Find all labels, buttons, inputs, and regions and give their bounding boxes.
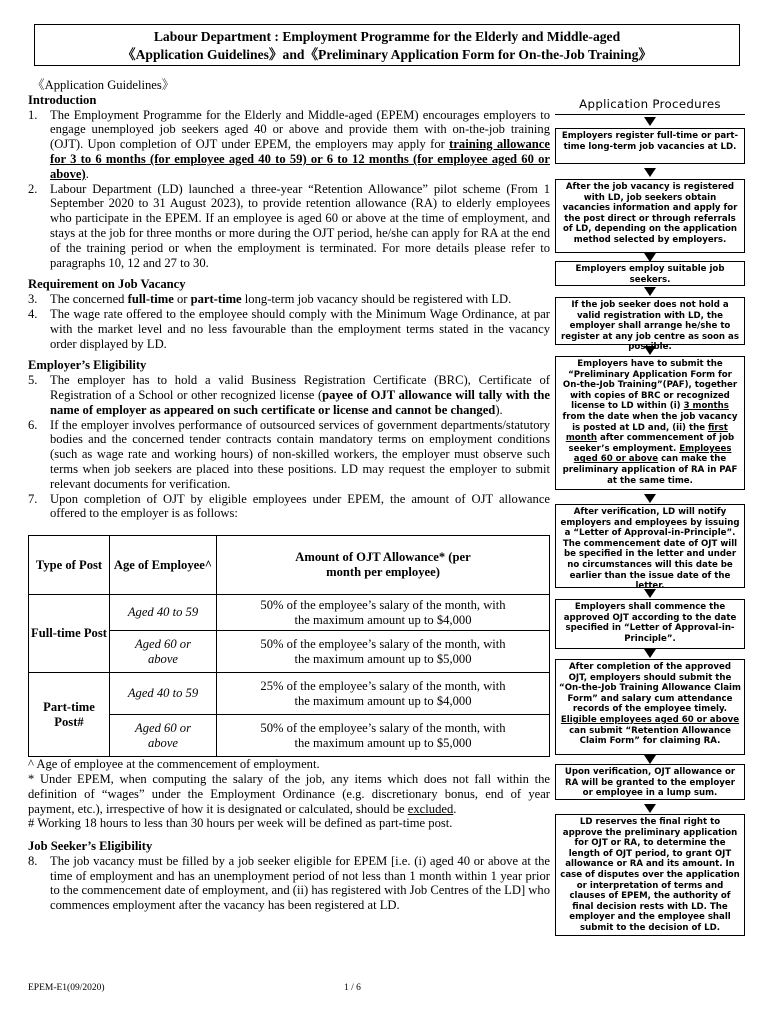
paragraph-text: The Employment Programme for the Elderly and Middle-aged (EPEM) encourages employers to engage unemployed job seekers aged 40 or above and provide them with on-the-job training (OJT). Upon completion of OJT under EPEM, the employers may apply for <box>50 107 550 152</box>
note-part-time: # Working 18 hours to less than 30 hours per week will be defined as part-time post. <box>28 816 453 831</box>
paragraph-4 <box>28 307 550 351</box>
amount-cell: 50% of the employee’s salary of the month, with the maximum amount up to $5,000 <box>217 631 550 673</box>
note-wages <box>28 772 550 816</box>
note-age: ^ Age of employee at the commencement of employment. <box>28 757 320 772</box>
table-header: Type of Post <box>29 536 110 595</box>
down-arrow-icon <box>644 804 656 813</box>
age-cell: Aged 60 or above <box>110 715 217 757</box>
document-title-line2: 《Application Guidelines》and《Preliminary Application Form for On-the-Job Training》 <box>122 47 652 62</box>
paragraph-1 <box>28 108 550 182</box>
paragraph-6 <box>28 418 550 492</box>
down-arrow-icon <box>644 589 656 598</box>
down-arrow-icon <box>644 649 656 658</box>
down-arrow-icon <box>644 117 656 126</box>
down-arrow-icon <box>644 494 656 503</box>
note-text: . <box>453 801 457 816</box>
paragraph-5 <box>28 373 550 417</box>
paragraph-text: or <box>173 292 191 307</box>
step-text: can submit “Retention Allowance Claim Form” for claiming RA. <box>569 725 731 747</box>
step-text: Employers have to submit the “Preliminary Application Form for On-the-Job Training”(PAF), together with copies of BRC or recognized license to LD within (i) <box>562 359 738 412</box>
ojt-allowance-table <box>28 535 550 757</box>
paragraph-3 <box>28 292 550 307</box>
page-number: 1 / 6 <box>344 983 361 993</box>
paragraph-text: Labour Department (LD) launched a three-year “Retention Allowance” pilot scheme (From 1 September 2020 to 31 August 2023), to provide retention allowance (RA) to elderly employees who participate in the EPEM. If an employee is aged 60 or above at the time of employment, and stays at the job for three months or more during the OJT period, he/she can apply for RA at the end of the training period or when the employment is terminated. For more details please refer to paragraphs 10, 12 and 27 to 30. <box>50 181 550 270</box>
step-text: After completion of the approved OJT, employers should submit the “On-the-Job Training Allowance Claim Form” and salary cum attendance records of the employee timely. <box>559 662 741 715</box>
procedures-title: Application Procedures <box>555 94 745 115</box>
paragraph-text: The job vacancy must be filled by a job seeker eligible for EPEM [i.e. (i) aged 40 or above at the time of employment and has an unemployment period of not less than 1 month within 1 year prior to the commencement date of employment, and (ii) has registered with Job Centres of the LD] who commences employment after the vacancy has been registered at LD. <box>50 853 550 913</box>
paragraph-text: If the employer involves performance of outsourced services of government departments/statutory bodies and the concerned tender contracts contain mandatory terms on employment conditions (such as wage rate and working hours) of non-skilled workers, the employer must observe such terms when job seekers are placed into these positions. LD may request the employer to submit relevant documents for verification. <box>50 417 550 491</box>
full-time-term: full-time <box>127 292 174 307</box>
job-seeker-eligibility-heading: Job Seeker’s Eligibility <box>28 839 153 854</box>
introduction-heading: Introduction <box>28 92 97 107</box>
first-month-term: first month <box>565 422 728 444</box>
paragraph-2 <box>28 182 550 271</box>
table-header-row <box>29 536 550 595</box>
step-text: from the date when the job vacancy is posted at LD and, (ii) the <box>562 411 738 433</box>
application-procedures-flowchart <box>555 94 745 933</box>
paragraph-number: 8. <box>28 853 38 868</box>
table-row <box>29 673 550 715</box>
paragraph-text: Upon completion of OJT by eligible employees under EPEM, the amount of OJT allowance offered to the employer is as follows: <box>50 491 550 521</box>
table-notes <box>28 757 550 831</box>
employees-60-term: Employees aged 60 or above <box>573 443 732 465</box>
procedure-step-2: After the job vacancy is registered with LD, job seekers obtain vacancies information and apply for the post direct or through referrals of LD, depending on the application method selected by employers. <box>555 179 745 253</box>
paragraph-number: 3. <box>28 292 38 307</box>
paragraph-text: The wage rate offered to the employee should comply with the Minimum Wage Ordinance, at par with the market level and no less favourable than the employment terms stated in the vacancy order displayed by LD. <box>50 306 550 351</box>
table-header: Amount of OJT Allowance* (per month per employee) <box>217 536 550 595</box>
procedure-step-4: If the job seeker does not hold a valid registration with LD, the employer shall arrange he/she to register at any job centre as soon as possible. <box>555 297 745 345</box>
payee-condition: payee of OJT allowance will tally with the name of employer as appeared on such certificate or license and cannot be changed <box>50 387 551 417</box>
post-type-cell: Part-time Post# <box>29 673 110 757</box>
down-arrow-icon <box>644 755 656 764</box>
procedure-step-10: LD reserves the final right to approve the preliminary application for OJT or RA, to determine the length of OJT period, to grant OJT allowance or RA and its amount. In case of disputes over the application or interpretation of terms and clauses of EPEM, the authority of final decision rests with LD. The employer and the employee shall submit to the decision of LD. <box>555 814 745 936</box>
paragraph-text: ). <box>495 402 503 417</box>
paragraph-text: The employer has to hold a valid Business Registration Certificate (BRC), Certificate of Registration of a School or other recognized license ( <box>50 373 550 402</box>
amount-cell: 50% of the employee’s salary of the month, with the maximum amount up to $5,000 <box>217 715 550 757</box>
three-months-term: 3 months <box>683 401 729 412</box>
paragraph-text: . <box>85 166 89 181</box>
age-cell: Aged 60 or above <box>110 631 217 673</box>
down-arrow-icon <box>644 287 656 296</box>
part-time-term: part-time <box>190 292 242 307</box>
amount-cell: 25% of the employee’s salary of the month, with the maximum amount up to $4,000 <box>217 673 550 715</box>
procedure-step-6: After verification, LD will notify employers and employees by issuing a “Letter of Approval-in-Principle”. The commencement date of OJT will be specified in the letter and under no circumstances will this date be earlier than the issue date of the letter. <box>555 504 745 588</box>
paragraph-number: 6. <box>28 417 38 432</box>
guidelines-heading: 《Application Guidelines》 <box>32 78 175 92</box>
paragraph-number: 1. <box>28 107 38 122</box>
procedure-step-5 <box>555 356 745 490</box>
document-title-box <box>34 24 740 66</box>
guidelines-column <box>28 78 550 913</box>
table-header: Age of Employee^ <box>110 536 217 595</box>
procedure-step-7: Employers shall commence the approved OJT according to the date specified in “Letter of Approval-in-Principle”. <box>555 599 745 649</box>
procedure-step-8 <box>555 659 745 755</box>
step-text: can make the preliminary application of RA in PAF at the same time. <box>562 454 738 486</box>
paragraph-7 <box>28 492 550 522</box>
excluded-term: excluded <box>407 801 454 816</box>
procedure-step-9: Upon verification, OJT allowance or RA will be granted to the employer or employee in a lump sum. <box>555 764 745 800</box>
training-allowance-duration: training allowance for 3 to 6 months (for employee aged 40 to 59) or 6 to 12 months (for employee aged 60 or above) <box>50 137 550 181</box>
paragraph-8 <box>28 854 550 913</box>
paragraph-text: long-term job vacancy should be registered with LD. <box>241 292 512 307</box>
age-cell: Aged 40 to 59 <box>110 595 217 631</box>
procedure-step-1: Employers register full-time or part-time long-term job vacancies at LD. <box>555 128 745 164</box>
paragraph-number: 5. <box>28 373 38 388</box>
paragraph-number: 7. <box>28 491 38 506</box>
paragraph-number: 4. <box>28 306 38 321</box>
step-text: after commencement of job seeker’s employment. <box>568 433 735 454</box>
note-text: * Under EPEM, when computing the salary of the job, any items which does not fall within the definition of “wages” under the Employment Ordinance (e.g. discretionary bonus, end of year payment, etc.), irrespective of how it is designated or calculated, should be <box>28 771 550 816</box>
form-code: EPEM-E1(09/2020) <box>28 983 105 993</box>
paragraph-number: 2. <box>28 181 38 196</box>
table-row <box>29 595 550 631</box>
document-title-line1: Labour Department : Employment Programme for the Elderly and Middle-aged <box>153 29 621 44</box>
eligible-employees-term: Eligible employees aged 60 or above <box>560 714 740 725</box>
requirement-heading: Requirement on Job Vacancy <box>28 277 186 292</box>
paragraph-text: The concerned <box>50 292 128 307</box>
procedure-step-3: Employers employ suitable job seekers. <box>555 261 745 286</box>
down-arrow-icon <box>644 168 656 177</box>
down-arrow-icon <box>644 346 656 355</box>
post-type-cell: Full-time Post <box>29 595 110 673</box>
amount-cell: 50% of the employee’s salary of the month, with the maximum amount up to $4,000 <box>217 595 550 631</box>
age-cell: Aged 40 to 59 <box>110 673 217 715</box>
employer-eligibility-heading: Employer’s Eligibility <box>28 358 147 373</box>
